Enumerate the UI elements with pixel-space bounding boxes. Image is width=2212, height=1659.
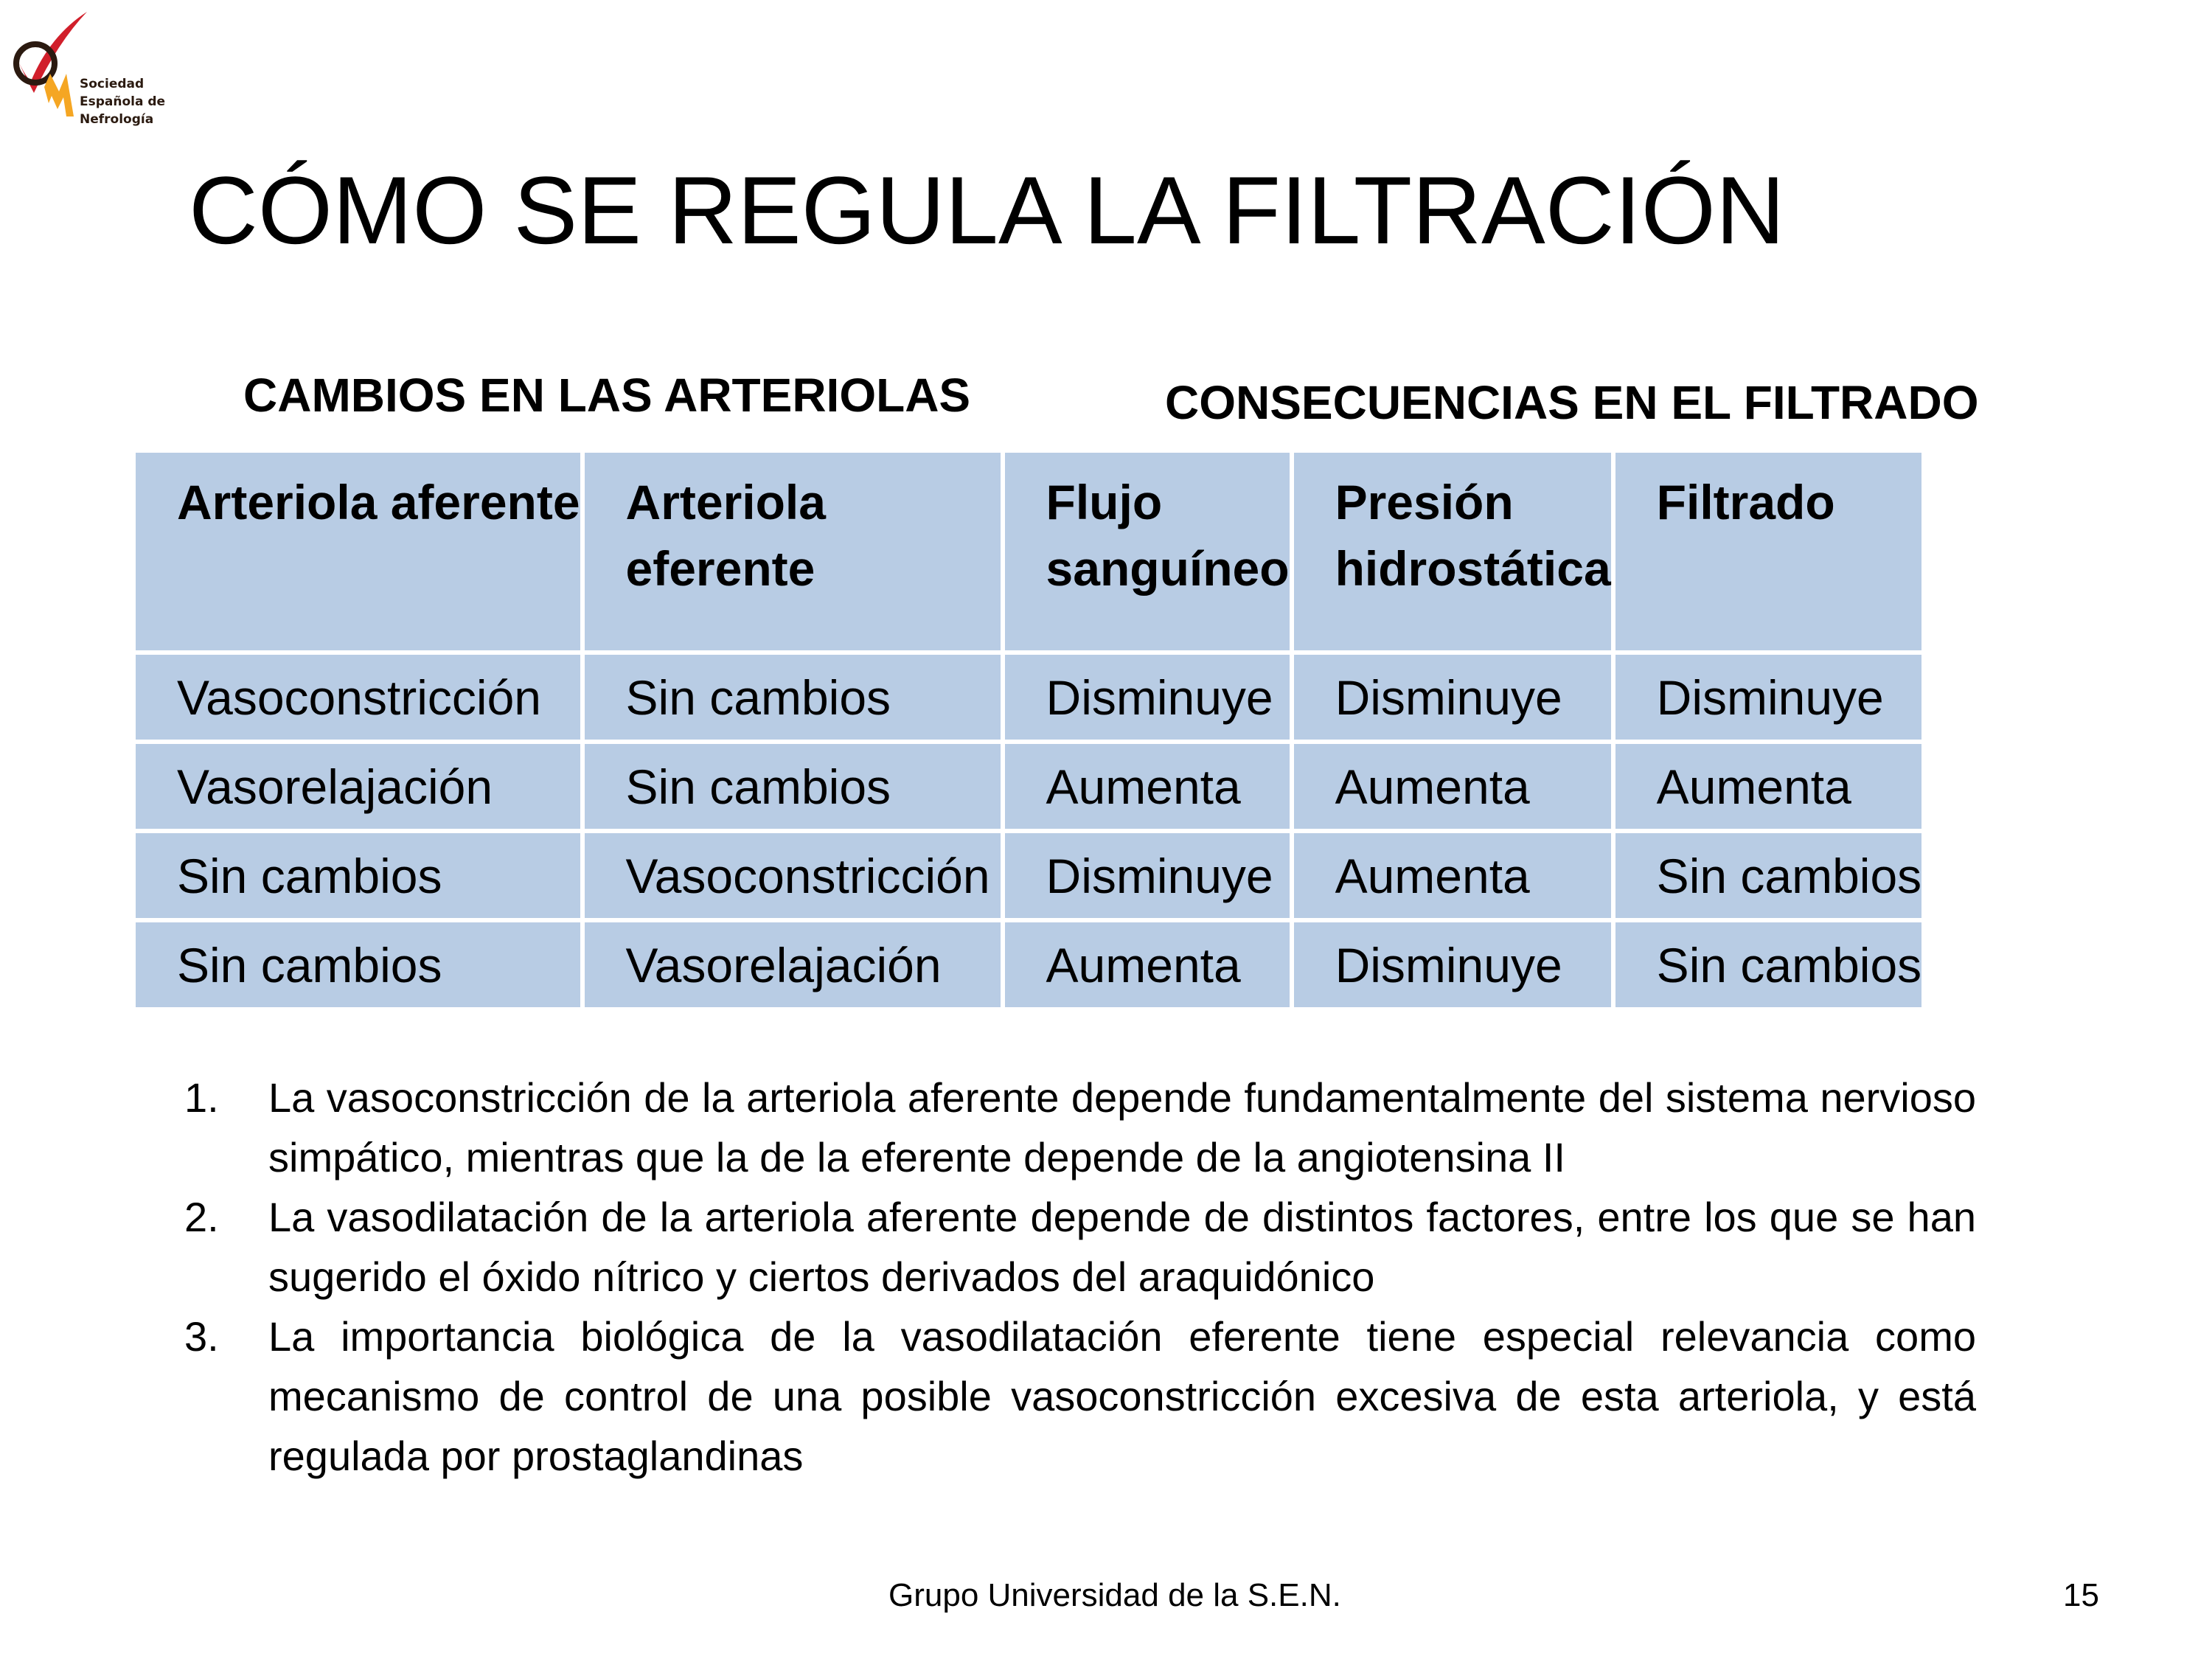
table-cell: Vasoconstricción	[136, 655, 580, 740]
table-cell: Aumenta	[1615, 744, 1922, 829]
table-cell: Disminuye	[1005, 655, 1290, 740]
logo-text	[80, 75, 165, 128]
table-cell: Aumenta	[1294, 833, 1611, 918]
header-presion-hidrostatica: Presión hidrostática	[1294, 453, 1611, 650]
regulation-table	[131, 448, 1926, 1012]
table-cell: Disminuye	[1294, 922, 1611, 1007]
list-item	[184, 1068, 1976, 1187]
header-flujo-sanguineo: Flujo sanguíneo	[1005, 453, 1290, 650]
table-cell: Sin cambios	[136, 922, 580, 1007]
table-cell: Sin cambios	[1615, 833, 1922, 918]
list-text: La vasodilatación de la arteriola aferente depende de distintos factores, entre los que se han sugerido el óxido nítrico y ciertos derivados del araquidónico	[268, 1194, 1976, 1300]
group-heading-arteriolas: CAMBIOS EN LAS ARTERIOLAS	[243, 369, 971, 422]
logo-line: Sociedad	[80, 77, 145, 91]
logo-line: Española de	[80, 94, 166, 109]
notes-list	[184, 1068, 1976, 1486]
table-row	[136, 744, 1921, 829]
table-cell: Vasoconstricción	[585, 833, 1001, 918]
table-cell: Sin cambios	[1615, 922, 1922, 1007]
table-cell: Vasorelajación	[585, 922, 1001, 1007]
list-number: 1.	[184, 1074, 219, 1121]
slide-title: CÓMO SE REGULA LA FILTRACIÓN	[189, 156, 1785, 264]
footer-text: Grupo Universidad de la S.E.N.	[888, 1577, 1341, 1613]
header-arteriola-eferente: Arteriola eferente	[585, 453, 1001, 650]
table-cell: Sin cambios	[585, 744, 1001, 829]
table-cell: Disminuye	[1005, 833, 1290, 918]
header-filtrado: Filtrado	[1615, 453, 1922, 650]
table-cell: Disminuye	[1294, 655, 1611, 740]
table-row	[136, 655, 1921, 740]
list-number: 2.	[184, 1194, 219, 1240]
table-header-row	[136, 453, 1921, 650]
list-item	[184, 1307, 1976, 1486]
table-cell: Sin cambios	[136, 833, 580, 918]
list-text: La importancia biológica de la vasodilatación eferente tiene especial relevancia como mecanismo de control de una posible vasoconstricción excesiva de esta arteriola, y está regulada por prostaglandinas	[268, 1313, 1976, 1479]
table-cell: Aumenta	[1294, 744, 1611, 829]
table-cell: Aumenta	[1005, 744, 1290, 829]
table-cell: Disminuye	[1615, 655, 1922, 740]
header-arteriola-aferente: Arteriola aferente	[136, 453, 580, 650]
table-cell: Vasorelajación	[136, 744, 580, 829]
list-number: 3.	[184, 1313, 219, 1360]
table-row	[136, 922, 1921, 1007]
group-heading-filtrado: CONSECUENCIAS EN EL FILTRADO	[1165, 376, 1979, 429]
table-row	[136, 833, 1921, 918]
sen-logo	[6, 6, 175, 131]
table-cell: Aumenta	[1005, 922, 1290, 1007]
list-text: La vasoconstricción de la arteriola aferente depende fundamentalmente del sistema nervioso simpático, mientras que la de la eferente depende de la angiotensina II	[268, 1074, 1976, 1180]
table-cell: Sin cambios	[585, 655, 1001, 740]
page-number: 15	[2063, 1577, 2099, 1613]
logo-line: Nefrología	[80, 112, 154, 127]
list-item	[184, 1187, 1976, 1307]
